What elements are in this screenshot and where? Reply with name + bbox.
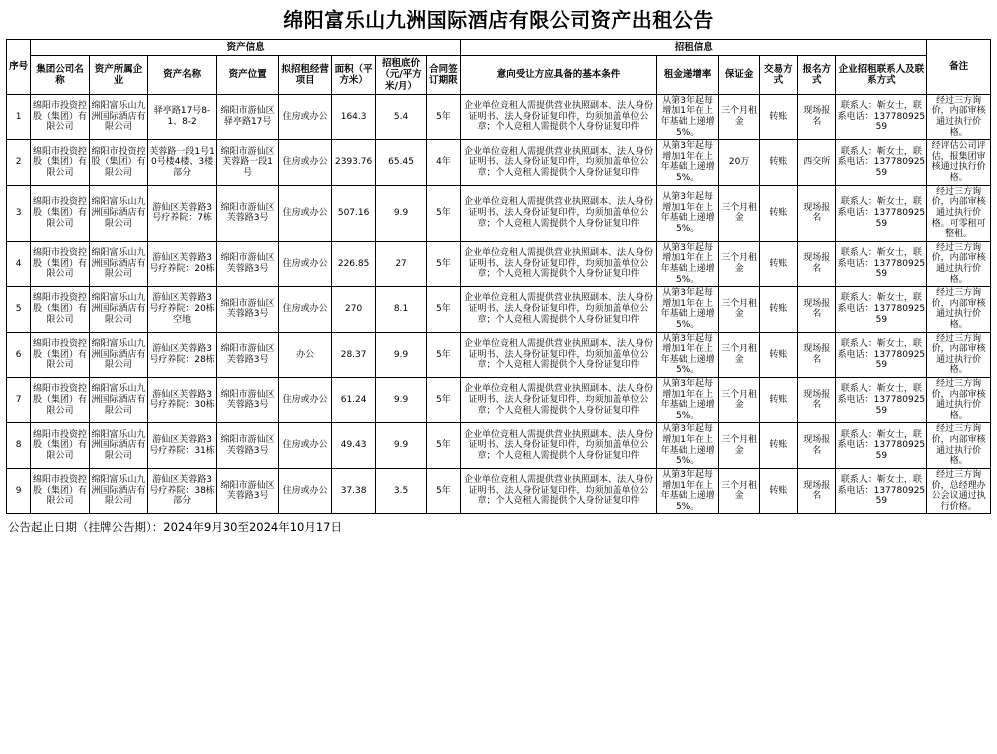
table-row (7, 468, 991, 513)
cell-intended-project: 住房或办公 (279, 378, 331, 423)
cell-asset-name: 游仙区芙蓉路3号疗养院：31栋 (148, 423, 217, 468)
cell-remark: 经过三方询价，内部审核通过执行价格。可零租可整租。 (927, 185, 991, 241)
cell-deposit: 三个月租金 (719, 378, 759, 423)
cell-basic-conditions: 企业单位竞租人需提供营业执照副本、法人身份证明书、法人身份证复印件，均须加盖单位公章；个人竞租人需提供个人身份证复印件 (461, 94, 657, 139)
cell-asset-location: 绵阳市游仙区芙蓉路一段1号 (216, 140, 279, 185)
cell-rent-increase: 从第3年起每增加1年在上年基础上递增5%。 (656, 287, 719, 332)
table-row (7, 241, 991, 286)
cell-signup-mode: 现场报名 (798, 378, 836, 423)
cell-area: 28.37 (331, 332, 375, 377)
cell-signup-mode: 现场报名 (798, 468, 836, 513)
table-body (7, 94, 991, 514)
cell-trade-mode: 转账 (759, 140, 797, 185)
cell-basic-conditions: 企业单位竞租人需提供营业执照副本、法人身份证明书、法人身份证复印件，均须加盖单位公章；个人竞租人需提供个人身份证复印件 (461, 423, 657, 468)
cell-area: 164.3 (331, 94, 375, 139)
cell-area: 226.85 (331, 241, 375, 286)
cell-trade-mode: 转账 (759, 185, 797, 241)
cell-group-company: 绵阳市投资控股（集团）有限公司 (31, 94, 90, 139)
cell-rent-increase: 从第3年起每增加1年在上年基础上递增5%。 (656, 140, 719, 185)
cell-remark: 经过三方询价，内部审核通过执行价格。 (927, 423, 991, 468)
cell-group-company: 绵阳市投资控股（集团）有限公司 (31, 140, 90, 185)
cell-contact: 联系人：靳女士，联系电话：13778092559 (836, 332, 927, 377)
col-header-seq: 序号 (7, 40, 31, 95)
col-header-group-company: 集团公司名称 (31, 56, 90, 95)
cell-rent-increase: 从第3年起每增加1年在上年基础上递增5%。 (656, 423, 719, 468)
cell-trade-mode: 转账 (759, 423, 797, 468)
cell-seq: 1 (7, 94, 31, 139)
cell-asset-owner: 绵阳富乐山九洲国际酒店有限公司 (89, 185, 148, 241)
cell-deposit: 20万 (719, 140, 759, 185)
cell-contract-term: 4年 (426, 140, 460, 185)
cell-seq: 5 (7, 287, 31, 332)
col-header-asset-owner: 资产所属企业 (89, 56, 148, 95)
cell-contract-term: 5年 (426, 332, 460, 377)
cell-group-company: 绵阳市投资控股（集团）有限公司 (31, 332, 90, 377)
cell-rent-increase: 从第3年起每增加1年在上年基础上递增5%。 (656, 94, 719, 139)
cell-asset-location: 绵阳市游仙区芙蓉路3号 (216, 332, 279, 377)
cell-seq: 7 (7, 378, 31, 423)
col-group-rent-info: 招租信息 (461, 40, 927, 56)
cell-asset-location: 绵阳市游仙区芙蓉路3号 (216, 241, 279, 286)
cell-area: 61.24 (331, 378, 375, 423)
col-header-rent-increase: 租金递增率 (656, 56, 719, 95)
cell-base-price: 9.9 (376, 185, 426, 241)
cell-signup-mode: 现场报名 (798, 423, 836, 468)
cell-contract-term: 5年 (426, 287, 460, 332)
cell-contact: 联系人：靳女士，联系电话：13778092559 (836, 94, 927, 139)
cell-asset-location: 绵阳市游仙区芙蓉路3号 (216, 378, 279, 423)
cell-seq: 2 (7, 140, 31, 185)
cell-contract-term: 5年 (426, 468, 460, 513)
cell-seq: 6 (7, 332, 31, 377)
col-header-asset-location: 资产位置 (216, 56, 279, 95)
cell-intended-project: 住房或办公 (279, 423, 331, 468)
cell-rent-increase: 从第3年起每增加1年在上年基础上递增5%。 (656, 468, 719, 513)
cell-contact: 联系人：靳女士，联系电话：13778092559 (836, 140, 927, 185)
cell-seq: 8 (7, 423, 31, 468)
cell-area: 37.38 (331, 468, 375, 513)
cell-asset-owner: 绵阳富乐山九洲国际酒店有限公司 (89, 94, 148, 139)
cell-asset-name: 游仙区芙蓉路3号疗养院：20栋 (148, 241, 217, 286)
cell-remark: 经评估公司评估，报集团审核通过执行价格。 (927, 140, 991, 185)
cell-asset-owner: 绵阳富乐山九洲国际酒店有限公司 (89, 468, 148, 513)
cell-deposit: 三个月租金 (719, 332, 759, 377)
table-row (7, 332, 991, 377)
cell-area: 270 (331, 287, 375, 332)
cell-intended-project: 住房或办公 (279, 468, 331, 513)
cell-remark: 经过三方询价，内部审核通过执行价格。 (927, 94, 991, 139)
cell-asset-owner: 绵阳富乐山九洲国际酒店有限公司 (89, 287, 148, 332)
col-header-asset-name: 资产名称 (148, 56, 217, 95)
cell-trade-mode: 转账 (759, 241, 797, 286)
cell-group-company: 绵阳市投资控股（集团）有限公司 (31, 241, 90, 286)
cell-asset-name: 游仙区芙蓉路3号疗养院：7栋 (148, 185, 217, 241)
cell-seq: 3 (7, 185, 31, 241)
table-row (7, 94, 991, 139)
cell-asset-owner: 绵阳富乐山九洲国际酒店有限公司 (89, 332, 148, 377)
col-group-asset-info: 资产信息 (31, 40, 461, 56)
cell-asset-name: 游仙区芙蓉路3号疗养院：30栋 (148, 378, 217, 423)
cell-trade-mode: 转账 (759, 287, 797, 332)
cell-basic-conditions: 企业单位竞租人需提供营业执照副本、法人身份证明书、法人身份证复印件，均须加盖单位公章；个人竞租人需提供个人身份证复印件 (461, 378, 657, 423)
cell-intended-project: 住房或办公 (279, 94, 331, 139)
cell-basic-conditions: 企业单位竞租人需提供营业执照副本、法人身份证明书、法人身份证复印件，均须加盖单位公章；个人竞租人需提供个人身份证复印件 (461, 332, 657, 377)
cell-contact: 联系人：靳女士，联系电话：13778092559 (836, 378, 927, 423)
cell-deposit: 三个月租金 (719, 241, 759, 286)
cell-contract-term: 5年 (426, 423, 460, 468)
cell-asset-location: 绵阳市游仙区芙蓉路3号 (216, 468, 279, 513)
cell-basic-conditions: 企业单位竞租人需提供营业执照副本、法人身份证明书、法人身份证复印件，均须加盖单位公章；个人竞租人需提供个人身份证复印件 (461, 241, 657, 286)
cell-asset-owner: 绵阳富乐山九洲国际酒店有限公司 (89, 378, 148, 423)
table-row (7, 378, 991, 423)
cell-seq: 9 (7, 468, 31, 513)
cell-base-price: 9.9 (376, 378, 426, 423)
table-row (7, 140, 991, 185)
table-row (7, 185, 991, 241)
cell-base-price: 3.5 (376, 468, 426, 513)
cell-asset-location: 绵阳市游仙区驿亭路17号 (216, 94, 279, 139)
cell-remark: 经过三方询价，内部审核通过执行价格。 (927, 332, 991, 377)
cell-group-company: 绵阳市投资控股（集团）有限公司 (31, 423, 90, 468)
cell-group-company: 绵阳市投资控股（集团）有限公司 (31, 468, 90, 513)
cell-contact: 联系人：靳女士，联系电话：13778092559 (836, 241, 927, 286)
cell-contract-term: 5年 (426, 241, 460, 286)
cell-asset-name: 游仙区芙蓉路3号疗养院：20栋空地 (148, 287, 217, 332)
cell-intended-project: 住房或办公 (279, 287, 331, 332)
cell-signup-mode: 现场报名 (798, 185, 836, 241)
cell-signup-mode: 现场报名 (798, 332, 836, 377)
cell-asset-name: 驿亭路17号8-1、8-2 (148, 94, 217, 139)
col-header-remark: 备注 (927, 40, 991, 95)
cell-rent-increase: 从第3年起每增加1年在上年基础上递增5%。 (656, 332, 719, 377)
cell-intended-project: 住房或办公 (279, 140, 331, 185)
col-header-contact: 企业招租联系人及联系方式 (836, 56, 927, 95)
col-header-deposit: 保证金 (719, 56, 759, 95)
cell-asset-location: 绵阳市游仙区芙蓉路3号 (216, 287, 279, 332)
col-header-contract-term: 合同签订期限 (426, 56, 460, 95)
cell-trade-mode: 转账 (759, 94, 797, 139)
cell-asset-owner: 绵阳富乐山九洲国际酒店有限公司 (89, 423, 148, 468)
cell-contract-term: 5年 (426, 94, 460, 139)
cell-asset-name: 游仙区芙蓉路3号疗养院：28栋 (148, 332, 217, 377)
table-row (7, 287, 991, 332)
cell-deposit: 三个月租金 (719, 287, 759, 332)
table-header (7, 40, 991, 95)
cell-group-company: 绵阳市投资控股（集团）有限公司 (31, 287, 90, 332)
cell-rent-increase: 从第3年起每增加1年在上年基础上递增5%。 (656, 241, 719, 286)
cell-signup-mode: 现场报名 (798, 287, 836, 332)
cell-group-company: 绵阳市投资控股（集团）有限公司 (31, 378, 90, 423)
cell-base-price: 65.45 (376, 140, 426, 185)
cell-intended-project: 住房或办公 (279, 241, 331, 286)
cell-asset-name: 芙蓉路一段1号10号楼4楼、3楼部分 (148, 140, 217, 185)
cell-asset-owner: 绵阳市投资控股（集团）有限公司 (89, 140, 148, 185)
cell-asset-owner: 绵阳富乐山九洲国际酒店有限公司 (89, 241, 148, 286)
cell-trade-mode: 转账 (759, 378, 797, 423)
cell-base-price: 9.9 (376, 423, 426, 468)
cell-basic-conditions: 企业单位竞租人需提供营业执照副本、法人身份证明书、法人身份证复印件，均须加盖单位公章；个人竞租人需提供个人身份证复印件 (461, 185, 657, 241)
cell-basic-conditions: 企业单位竞租人需提供营业执照副本、法人身份证明书、法人身份证复印件，均须加盖单位公章；个人竞租人需提供个人身份证复印件 (461, 140, 657, 185)
col-header-area: 面积（平方米） (331, 56, 375, 95)
cell-area: 507.16 (331, 185, 375, 241)
cell-basic-conditions: 企业单位竞租人需提供营业执照副本、法人身份证明书、法人身份证复印件，均须加盖单位公章；个人竞租人需提供个人身份证复印件 (461, 468, 657, 513)
col-header-intended-project: 拟招租经营项目 (279, 56, 331, 95)
cell-contact: 联系人：靳女士，联系电话：13778092559 (836, 468, 927, 513)
cell-remark: 经过三方询价，内部审核通过执行价格。 (927, 287, 991, 332)
cell-deposit: 三个月租金 (719, 185, 759, 241)
cell-asset-location: 绵阳市游仙区芙蓉路3号 (216, 185, 279, 241)
cell-remark: 经过三方询价，内部审核通过执行价格。 (927, 241, 991, 286)
cell-contract-term: 5年 (426, 378, 460, 423)
cell-signup-mode: 现场报名 (798, 241, 836, 286)
col-header-basic-conditions: 意向受让方应具备的基本条件 (461, 56, 657, 95)
cell-trade-mode: 转账 (759, 468, 797, 513)
col-header-trade-mode: 交易方式 (759, 56, 797, 95)
announcement-period: 公告起止日期（挂牌公告期）：2024年9月30至2024年10月17日 (8, 520, 342, 535)
cell-contact: 联系人：靳女士，联系电话：13778092559 (836, 287, 927, 332)
table-row (7, 423, 991, 468)
cell-rent-increase: 从第3年起每增加1年在上年基础上递增5%。 (656, 378, 719, 423)
cell-intended-project: 住房或办公 (279, 185, 331, 241)
cell-signup-mode: 西交所 (798, 140, 836, 185)
cell-asset-name: 游仙区芙蓉路3号疗养院：38栋部分 (148, 468, 217, 513)
cell-contact: 联系人：靳女士，联系电话：13778092559 (836, 185, 927, 241)
cell-remark: 经过三方询价，内部审核通过执行价格。 (927, 378, 991, 423)
cell-rent-increase: 从第3年起每增加1年在上年基础上递增5%。 (656, 185, 719, 241)
cell-remark: 经过三方询价，总经理办公会议通过执行价格。 (927, 468, 991, 513)
cell-intended-project: 办公 (279, 332, 331, 377)
cell-seq: 4 (7, 241, 31, 286)
cell-signup-mode: 现场报名 (798, 94, 836, 139)
cell-base-price: 9.9 (376, 332, 426, 377)
cell-area: 2393.76 (331, 140, 375, 185)
cell-trade-mode: 转账 (759, 332, 797, 377)
asset-rental-table (6, 39, 991, 514)
cell-asset-location: 绵阳市游仙区芙蓉路3号 (216, 423, 279, 468)
cell-base-price: 27 (376, 241, 426, 286)
cell-basic-conditions: 企业单位竞租人需提供营业执照副本、法人身份证明书、法人身份证复印件，均须加盖单位公章；个人竞租人需提供个人身份证复印件 (461, 287, 657, 332)
col-header-base-price: 招租底价（元/平方米/月） (376, 56, 426, 95)
cell-deposit: 三个月租金 (719, 468, 759, 513)
cell-area: 49.43 (331, 423, 375, 468)
cell-contact: 联系人：靳女士，联系电话：13778092559 (836, 423, 927, 468)
cell-deposit: 三个月租金 (719, 423, 759, 468)
cell-contract-term: 5年 (426, 185, 460, 241)
cell-deposit: 三个月租金 (719, 94, 759, 139)
col-header-signup-mode: 报名方式 (798, 56, 836, 95)
cell-group-company: 绵阳市投资控股（集团）有限公司 (31, 185, 90, 241)
cell-base-price: 5.4 (376, 94, 426, 139)
cell-base-price: 8.1 (376, 287, 426, 332)
page-title: 绵阳富乐山九洲国际酒店有限公司资产出租公告 (283, 8, 714, 32)
